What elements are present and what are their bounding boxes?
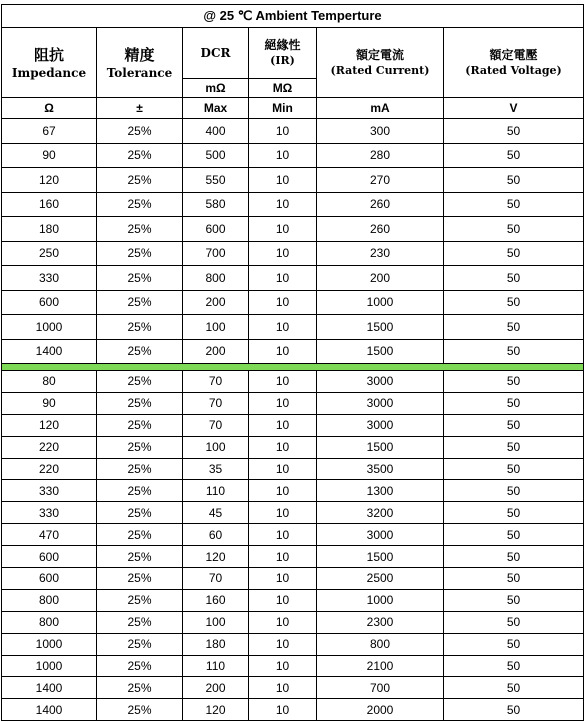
dcr-cell: 100: [183, 436, 249, 458]
current-cell: 1500: [317, 339, 444, 364]
table-row: [2, 192, 584, 217]
table-row: [2, 699, 584, 721]
current-cell: 1500: [317, 315, 444, 340]
current-cell: 260: [317, 192, 444, 217]
impedance-cell: 470: [2, 524, 97, 546]
title-row: [2, 5, 584, 28]
table-body: [2, 119, 584, 721]
impedance-cell: 220: [2, 436, 97, 458]
dcr-cell: 70: [183, 371, 249, 393]
ir-cell: 10: [249, 611, 317, 633]
dcr-cell: 100: [183, 315, 249, 340]
table-row: [2, 143, 584, 168]
current-cell: 300: [317, 119, 444, 144]
current-cell: 260: [317, 217, 444, 242]
current-cell: 700: [317, 677, 444, 699]
ir-cell: 10: [249, 589, 317, 611]
table-row: [2, 290, 584, 315]
impedance-cell: 600: [2, 290, 97, 315]
voltage-cell: 50: [444, 217, 584, 242]
voltage-cell: 50: [444, 611, 584, 633]
dcr-cell: 400: [183, 119, 249, 144]
ir-cell: 10: [249, 266, 317, 291]
voltage-cell: 50: [444, 290, 584, 315]
ir-cell: 10: [249, 677, 317, 699]
current-cell: 2300: [317, 611, 444, 633]
tolerance-cell: 25%: [97, 611, 183, 633]
ir-header: [249, 28, 317, 79]
tolerance-cell: 25%: [97, 568, 183, 590]
ir-cell: 10: [249, 568, 317, 590]
current-cell: 3000: [317, 524, 444, 546]
current-cell: 270: [317, 168, 444, 193]
ir-cell: 10: [249, 414, 317, 436]
table-row: [2, 371, 584, 393]
ir-cell: 10: [249, 290, 317, 315]
voltage-en-label: (Rated Voltage): [465, 63, 562, 77]
dcr-cell: 160: [183, 589, 249, 611]
dcr-cell: 35: [183, 458, 249, 480]
dcr-cell: 70: [183, 568, 249, 590]
impedance-cell: 250: [2, 241, 97, 266]
unit-dcr: Max: [183, 98, 249, 119]
tolerance-cell: 25%: [97, 633, 183, 655]
table-row: [2, 458, 584, 480]
ir-cell: 10: [249, 241, 317, 266]
dcr-cell: 700: [183, 241, 249, 266]
unit-impedance: Ω: [2, 98, 97, 119]
table-row: [2, 502, 584, 524]
tolerance-cell: 25%: [97, 290, 183, 315]
tolerance-cell: 25%: [97, 677, 183, 699]
ir-unit: MΩ: [249, 79, 317, 98]
current-cell: 2100: [317, 655, 444, 677]
voltage-cell: 50: [444, 546, 584, 568]
tolerance-cell: 25%: [97, 392, 183, 414]
current-cell: 3000: [317, 371, 444, 393]
ir-cell: 10: [249, 502, 317, 524]
impedance-cell: 220: [2, 458, 97, 480]
tolerance-cell: 25%: [97, 119, 183, 144]
voltage-cell: 50: [444, 568, 584, 590]
current-cell: 280: [317, 143, 444, 168]
ir-cell: 10: [249, 119, 317, 144]
ir-cn-label: 絕緣性: [264, 38, 301, 52]
voltage-cell: 50: [444, 241, 584, 266]
dcr-cell: 100: [183, 611, 249, 633]
table-row: [2, 677, 584, 699]
current-cn-label: 額定電流: [355, 47, 404, 62]
group-separator: [2, 364, 584, 371]
tolerance-cell: 25%: [97, 217, 183, 242]
impedance-cn-label: 阻抗: [33, 45, 64, 64]
voltage-cell: 50: [444, 677, 584, 699]
current-cell: 3200: [317, 502, 444, 524]
table-row: [2, 436, 584, 458]
impedance-cell: 800: [2, 611, 97, 633]
separator-bar: [2, 364, 584, 371]
table-row: [2, 392, 584, 414]
table-row: [2, 568, 584, 590]
impedance-cell: 1000: [2, 655, 97, 677]
ir-cell: 10: [249, 143, 317, 168]
current-cell: 1000: [317, 290, 444, 315]
voltage-cell: 50: [444, 315, 584, 340]
voltage-cell: 50: [444, 339, 584, 364]
table-row: [2, 168, 584, 193]
current-cell: 1500: [317, 436, 444, 458]
tolerance-cell: 25%: [97, 266, 183, 291]
current-cell: 800: [317, 633, 444, 655]
current-header: [317, 28, 444, 98]
impedance-cell: 600: [2, 568, 97, 590]
impedance-cell: 80: [2, 371, 97, 393]
ir-cell: 10: [249, 436, 317, 458]
impedance-cell: 180: [2, 217, 97, 242]
dcr-cell: 600: [183, 217, 249, 242]
voltage-cell: 50: [444, 266, 584, 291]
table-row: [2, 655, 584, 677]
voltage-header: [444, 28, 584, 98]
table-row: [2, 633, 584, 655]
voltage-cell: 50: [444, 524, 584, 546]
tolerance-cell: 25%: [97, 315, 183, 340]
ir-cell: 10: [249, 655, 317, 677]
ir-cell: 10: [249, 371, 317, 393]
current-cell: 3000: [317, 414, 444, 436]
tolerance-cell: 25%: [97, 339, 183, 364]
impedance-cell: 1400: [2, 699, 97, 721]
header-row: [2, 28, 584, 79]
table-row: [2, 546, 584, 568]
voltage-cell: 50: [444, 589, 584, 611]
ir-cell: 10: [249, 392, 317, 414]
voltage-cell: 50: [444, 192, 584, 217]
table-row: [2, 480, 584, 502]
tolerance-cell: 25%: [97, 655, 183, 677]
dcr-cell: 200: [183, 677, 249, 699]
current-cell: 3000: [317, 392, 444, 414]
ir-en-label: (IR): [270, 54, 295, 67]
ir-cell: 10: [249, 524, 317, 546]
dcr-cell: 550: [183, 168, 249, 193]
dcr-unit: mΩ: [183, 79, 249, 98]
impedance-cell: 120: [2, 414, 97, 436]
impedance-cell: 600: [2, 546, 97, 568]
dcr-cell: 500: [183, 143, 249, 168]
voltage-cell: 50: [444, 168, 584, 193]
voltage-cn-label: 額定電壓: [489, 47, 538, 62]
impedance-cell: 120: [2, 168, 97, 193]
table-row: [2, 315, 584, 340]
voltage-cell: 50: [444, 633, 584, 655]
tolerance-cell: 25%: [97, 546, 183, 568]
dcr-cell: 120: [183, 699, 249, 721]
table-row: [2, 217, 584, 242]
current-cell: 2500: [317, 568, 444, 590]
dcr-cell: 200: [183, 339, 249, 364]
table-row: [2, 524, 584, 546]
tolerance-cell: 25%: [97, 371, 183, 393]
table-row: [2, 414, 584, 436]
ir-cell: 10: [249, 339, 317, 364]
table-title: @ 25 ℃ Ambient Temperture: [2, 5, 584, 28]
unit-voltage: V: [444, 98, 584, 119]
voltage-cell: 50: [444, 699, 584, 721]
table-row: [2, 589, 584, 611]
current-cell: 1500: [317, 546, 444, 568]
impedance-cell: 160: [2, 192, 97, 217]
tolerance-cell: 25%: [97, 143, 183, 168]
impedance-cell: 330: [2, 266, 97, 291]
dcr-cell: 120: [183, 546, 249, 568]
voltage-cell: 50: [444, 371, 584, 393]
tolerance-cn-label: 精度: [124, 45, 155, 64]
current-cell: 1000: [317, 589, 444, 611]
impedance-cell: 90: [2, 143, 97, 168]
tolerance-cell: 25%: [97, 414, 183, 436]
tolerance-header: [97, 28, 183, 98]
dcr-label: DCR: [200, 46, 231, 60]
current-cell: 1300: [317, 480, 444, 502]
tolerance-cell: 25%: [97, 241, 183, 266]
current-cell: 2000: [317, 699, 444, 721]
impedance-cell: 67: [2, 119, 97, 144]
unit-row: [2, 98, 584, 119]
ir-cell: 10: [249, 480, 317, 502]
unit-current: mA: [317, 98, 444, 119]
current-en-label: (Rated Current): [330, 63, 430, 77]
ir-cell: 10: [249, 633, 317, 655]
voltage-cell: 50: [444, 414, 584, 436]
impedance-cell: 1400: [2, 339, 97, 364]
table-row: [2, 611, 584, 633]
dcr-cell: 70: [183, 392, 249, 414]
voltage-cell: 50: [444, 143, 584, 168]
unit-tolerance: ±: [97, 98, 183, 119]
tolerance-cell: 25%: [97, 436, 183, 458]
tolerance-cell: 25%: [97, 458, 183, 480]
table-row: [2, 339, 584, 364]
dcr-cell: 70: [183, 414, 249, 436]
impedance-cell: 1400: [2, 677, 97, 699]
ir-cell: 10: [249, 315, 317, 340]
tolerance-cell: 25%: [97, 480, 183, 502]
dcr-header: [183, 28, 249, 79]
impedance-cell: 800: [2, 589, 97, 611]
dcr-cell: 110: [183, 480, 249, 502]
table-row: [2, 119, 584, 144]
tolerance-cell: 25%: [97, 192, 183, 217]
voltage-cell: 50: [444, 458, 584, 480]
ir-cell: 10: [249, 217, 317, 242]
ir-cell: 10: [249, 699, 317, 721]
tolerance-cell: 25%: [97, 524, 183, 546]
impedance-cell: 330: [2, 480, 97, 502]
impedance-cell: 1000: [2, 633, 97, 655]
table-row: [2, 266, 584, 291]
tolerance-cell: 25%: [97, 589, 183, 611]
spec-table: [1, 4, 584, 721]
dcr-cell: 800: [183, 266, 249, 291]
dcr-cell: 200: [183, 290, 249, 315]
impedance-header: [2, 28, 97, 98]
voltage-cell: 50: [444, 502, 584, 524]
current-cell: 200: [317, 266, 444, 291]
voltage-cell: 50: [444, 392, 584, 414]
table-row: [2, 241, 584, 266]
tolerance-cell: 25%: [97, 168, 183, 193]
ir-cell: 10: [249, 546, 317, 568]
dcr-cell: 580: [183, 192, 249, 217]
dcr-cell: 110: [183, 655, 249, 677]
ir-cell: 10: [249, 458, 317, 480]
voltage-cell: 50: [444, 436, 584, 458]
voltage-cell: 50: [444, 480, 584, 502]
impedance-cell: 1000: [2, 315, 97, 340]
tolerance-cell: 25%: [97, 502, 183, 524]
current-cell: 230: [317, 241, 444, 266]
dcr-cell: 60: [183, 524, 249, 546]
impedance-en-label: Impedance: [11, 65, 87, 80]
dcr-cell: 180: [183, 633, 249, 655]
tolerance-en-label: Tolerance: [106, 65, 173, 80]
dcr-cell: 45: [183, 502, 249, 524]
voltage-cell: 50: [444, 119, 584, 144]
voltage-cell: 50: [444, 655, 584, 677]
current-cell: 3500: [317, 458, 444, 480]
impedance-cell: 90: [2, 392, 97, 414]
impedance-cell: 330: [2, 502, 97, 524]
tolerance-cell: 25%: [97, 699, 183, 721]
unit-ir: Min: [249, 98, 317, 119]
ir-cell: 10: [249, 192, 317, 217]
ir-cell: 10: [249, 168, 317, 193]
